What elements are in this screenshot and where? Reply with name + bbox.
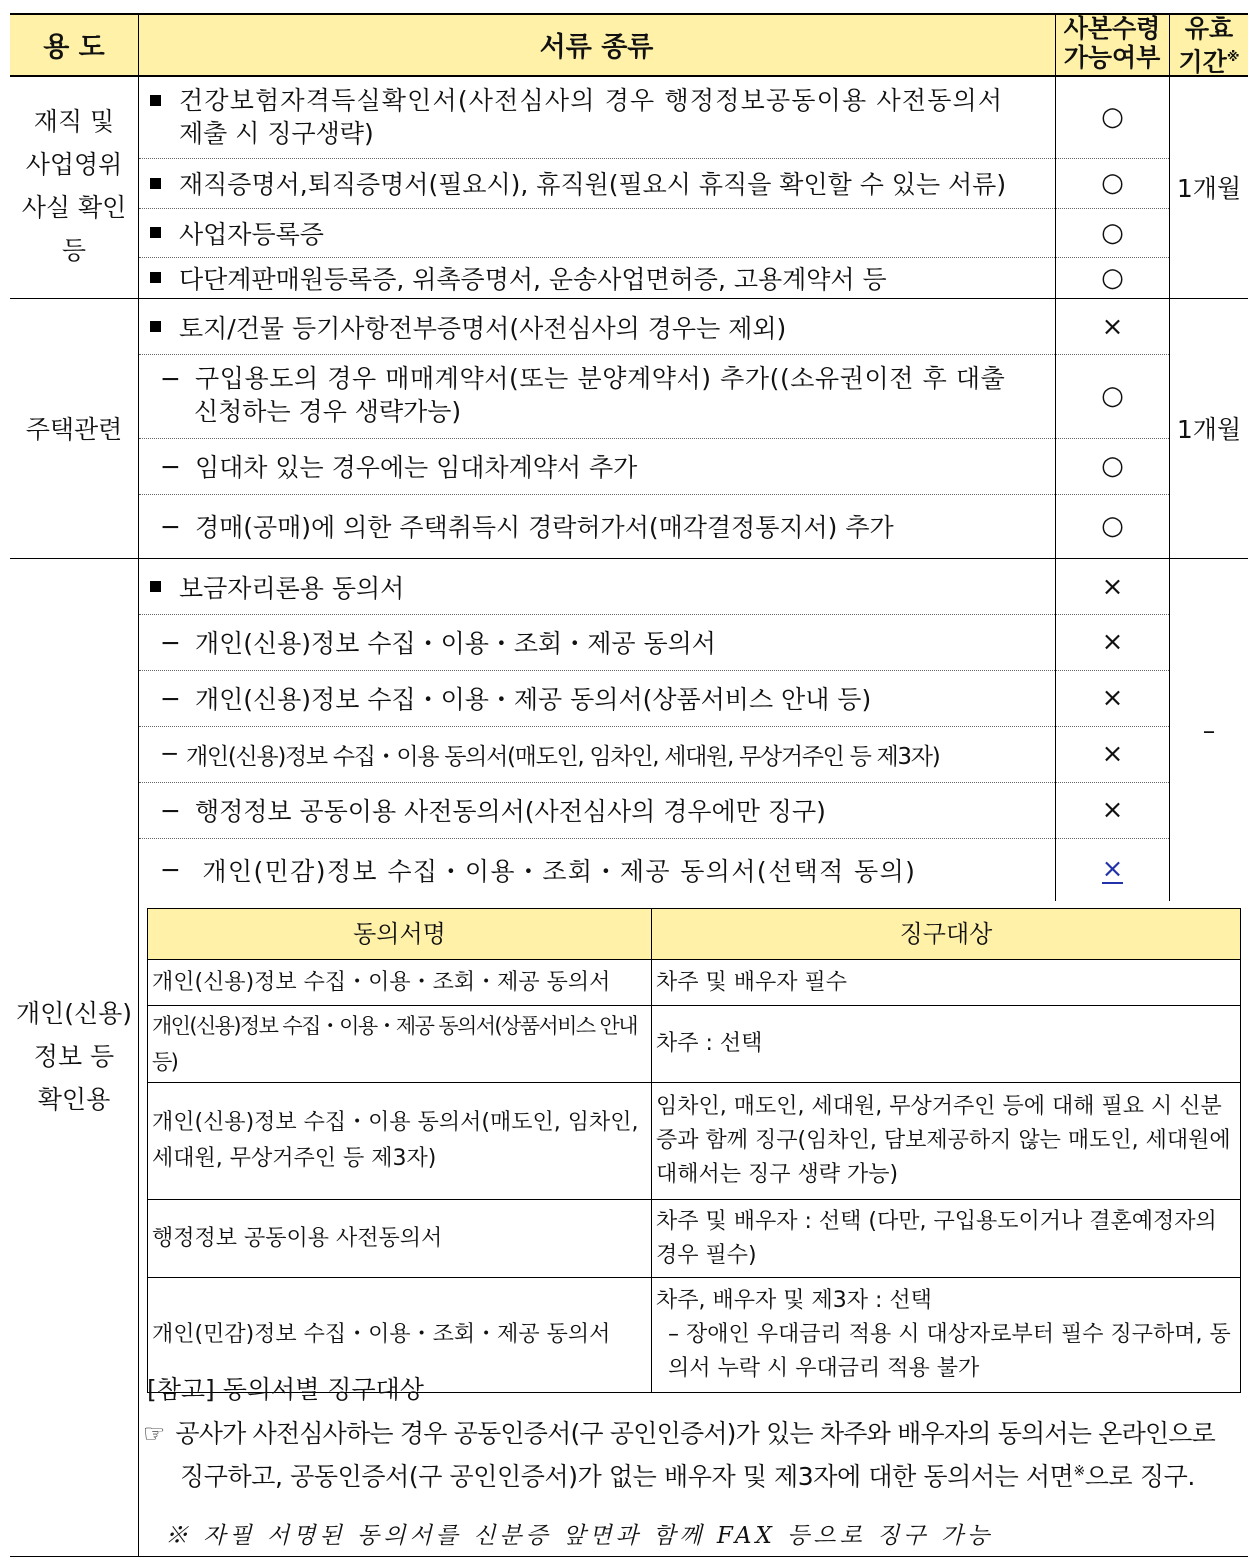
consent-name: 개인(신용)정보 수집・이용・제공 동의서(상품서비스 안내 등) (148, 1006, 652, 1083)
doc-row-text: 보금자리론용 동의서 (179, 573, 405, 603)
header-copy-line2: 가능여부 (1063, 43, 1161, 72)
consent-name: 개인(신용)정보 수집・이용 동의서(매도인, 임차인, 세대원, 무상거주인 등 제3자) (148, 1083, 652, 1200)
footnote: ※ 자필 서명된 동의서를 신분증 앞면과 함께 FAX 등으로 징구 가능 (165, 1523, 994, 1549)
doc-row (150, 559, 1050, 614)
consent-target-line: 차주, 배우자 및 제3자 : 선택 (656, 1288, 932, 1313)
consent-col-name: 동의서명 (148, 909, 652, 960)
col-divider-purpose (138, 13, 139, 1557)
doc-row-text: 토지/건물 등기사항전부증명서(사전심사의 경우는 제외) (179, 313, 787, 343)
table-bottom-border (10, 1556, 1248, 1557)
square-bullet-icon (150, 227, 161, 238)
consent-target-line: – 장애인 우대금리 적용 시 대상자로부터 필수 징구하며, 동의서 누락 시 우대금리 적용 불가 (668, 1322, 1231, 1381)
section2-validity: 1개월 (1176, 415, 1242, 444)
dash-bullet: − (160, 364, 181, 393)
copy-allowed-mark: ○ (1101, 381, 1124, 411)
header-validity-line1: 유효 (1184, 14, 1234, 43)
row-divider (139, 354, 1169, 355)
doc-row-text: 재직증명서,퇴직증명서(필요시), 휴직원(필요시 휴직을 확인할 수 있는 서류) (179, 170, 1007, 199)
doc-row-text: 건강보험자격득실확인서(사전심사의 경우 행정정보공동이용 사전동의서 (179, 86, 1004, 115)
doc-row (160, 494, 1050, 558)
purpose-line: 개인(신용) (15, 999, 133, 1028)
table-row (148, 1083, 1241, 1200)
dash-bullet: − (160, 511, 181, 541)
consent-target (652, 1278, 1241, 1393)
note-line-1 (143, 1414, 1243, 1450)
doc-row-text: 경매(공매)에 의한 주택취득시 경락허가서(매각결정통지서) 추가 (194, 513, 894, 542)
copy-allowed-mark: ○ (1101, 217, 1124, 248)
note-text: 징구하고, 공동인증서(구 공인인증서)가 없는 배우자 및 제3자에 대한 동의서는 서면 (180, 1462, 1074, 1491)
consent-name: 개인(신용)정보 수집・이용・조회・제공 동의서 (148, 960, 652, 1006)
dash-bullet: − (160, 627, 181, 657)
copy-allowed-mark: ○ (1101, 102, 1124, 132)
consent-col-target: 징구대상 (652, 909, 1241, 960)
header-copy-line1: 사본수령 (1063, 14, 1161, 43)
header-validity (1170, 14, 1248, 77)
dash-bullet: − (160, 683, 181, 713)
doc-row (150, 208, 1050, 257)
doc-row-text: 신청하는 경우 생략가능) (194, 397, 462, 426)
copy-allowed-mark: ○ (1101, 262, 1124, 293)
consent-table-header (148, 909, 1241, 960)
doc-row (160, 362, 1050, 428)
doc-row (150, 299, 1050, 354)
section1-purpose (10, 100, 138, 272)
doc-row-text: 다단계판매원등록증, 위촉증명서, 운송사업면허증, 고용계약서 등 (179, 264, 887, 294)
section1-validity: 1개월 (1176, 174, 1242, 203)
copy-allowed-mark: × (1101, 311, 1124, 342)
consent-target: 차주 및 배우자 : 선택 (다만, 구입용도이거나 결혼예정자의 경우 필수) (652, 1200, 1241, 1278)
doc-row-text: 개인(신용)정보 수집・이용・조회・제공 동의서 (194, 629, 716, 658)
consent-name: 개인(민감)정보 수집・이용・조회・제공 동의서 (148, 1278, 652, 1393)
doc-row-text: 행정정보 공동이용 사전동의서(사전심사의 경우에만 징구) (194, 797, 826, 826)
copy-allowed-mark: ○ (1101, 168, 1124, 198)
copy-allowed-mark: ○ (1101, 451, 1124, 481)
consent-target-table (147, 908, 1241, 1393)
note-line-2 (180, 1457, 1195, 1493)
purpose-line: 정보 등 (33, 1042, 115, 1071)
square-bullet-icon (150, 178, 161, 189)
doc-row (160, 838, 1050, 901)
purpose-line: 재직 및 (33, 107, 115, 136)
copy-allowed-mark: × (1101, 739, 1124, 769)
doc-row (150, 84, 1050, 150)
dash-bullet: − (160, 855, 183, 884)
copy-allowed-mark: × (1101, 683, 1124, 713)
table-row (148, 960, 1241, 1006)
doc-row (160, 438, 1050, 494)
header-doc-type: 서류 종류 (539, 31, 654, 63)
consent-target: 임차인, 매도인, 세대원, 무상거주인 등에 대해 필요 시 신분증과 함께 징구(임차인, 담보제공하지 않는 매도인, 세대원에 대해서는 징구 생략 가능) (652, 1083, 1241, 1200)
cross-mark-icon[interactable]: × (1101, 853, 1124, 884)
purpose-line: 사업영위 (25, 150, 123, 179)
section3-purpose (10, 992, 138, 1121)
square-bullet-icon (150, 321, 161, 332)
purpose-line: 사실 확인 (21, 193, 127, 222)
note-mark: ※ (1073, 1463, 1085, 1480)
doc-row (160, 726, 1050, 782)
section3-validity: – (1202, 715, 1216, 745)
consent-target: 차주 및 배우자 필수 (652, 960, 1241, 1006)
header-copy-allowed (1056, 14, 1168, 74)
doc-row (150, 158, 1050, 208)
note-text: 공사가 사전심사하는 경우 공동인증서(구 공인인증서)가 있는 차주와 배우자의 동의서는 온라인으로 (175, 1419, 1216, 1448)
header-validity-line2: 기간※ (1178, 47, 1240, 77)
dash-bullet: − (160, 741, 178, 767)
header-purpose: 용 도 (43, 31, 105, 63)
square-bullet-icon (150, 272, 161, 283)
doc-row (150, 257, 1050, 298)
ref-title: [참고] 동의서별 징구대상 (147, 1375, 424, 1404)
doc-row-text: 구입용도의 경우 매매계약서(또는 분양계약서) 추가((소유권이전 후 대출 (194, 364, 1006, 393)
consent-name: 행정정보 공동이용 사전동의서 (148, 1200, 652, 1278)
square-bullet-icon (150, 95, 161, 106)
table-row (148, 1200, 1241, 1278)
doc-row (160, 614, 1050, 670)
doc-row-text: 임대차 있는 경우에는 임대차계약서 추가 (194, 453, 638, 482)
dash-bullet: − (160, 795, 181, 825)
dash-bullet: − (160, 451, 181, 481)
copy-allowed-mark-link[interactable] (1056, 838, 1169, 901)
copy-allowed-mark: × (1101, 795, 1124, 825)
purpose-line: 확인용 (37, 1085, 111, 1114)
doc-row (160, 670, 1050, 726)
copy-allowed-mark: × (1101, 571, 1124, 602)
table-row (148, 1006, 1241, 1083)
copy-allowed-mark: ○ (1101, 511, 1124, 541)
consent-target: 차주 : 선택 (652, 1006, 1241, 1083)
purpose-line: 등 (61, 236, 87, 265)
note-text: 으로 징구. (1084, 1462, 1195, 1491)
hand-pointer-icon: ☞ (143, 1419, 166, 1448)
square-bullet-icon (150, 581, 161, 592)
doc-row-text: 개인(신용)정보 수집・이용 동의서(매도인, 임차인, 세대원, 무상거주인 등 제3자) (185, 743, 940, 770)
doc-row-text: 개인(민감)정보 수집・이용・조회・제공 동의서(선택적 동의) (202, 856, 917, 886)
copy-allowed-mark: × (1101, 627, 1124, 657)
doc-row-text: 제출 시 징구생략) (179, 119, 374, 148)
section2-purpose: 주택관련 (25, 415, 123, 444)
doc-row-text: 사업자등록증 (179, 219, 324, 249)
doc-row-text: 개인(신용)정보 수집・이용・제공 동의서(상품서비스 안내 등) (194, 685, 872, 714)
doc-row (160, 782, 1050, 838)
